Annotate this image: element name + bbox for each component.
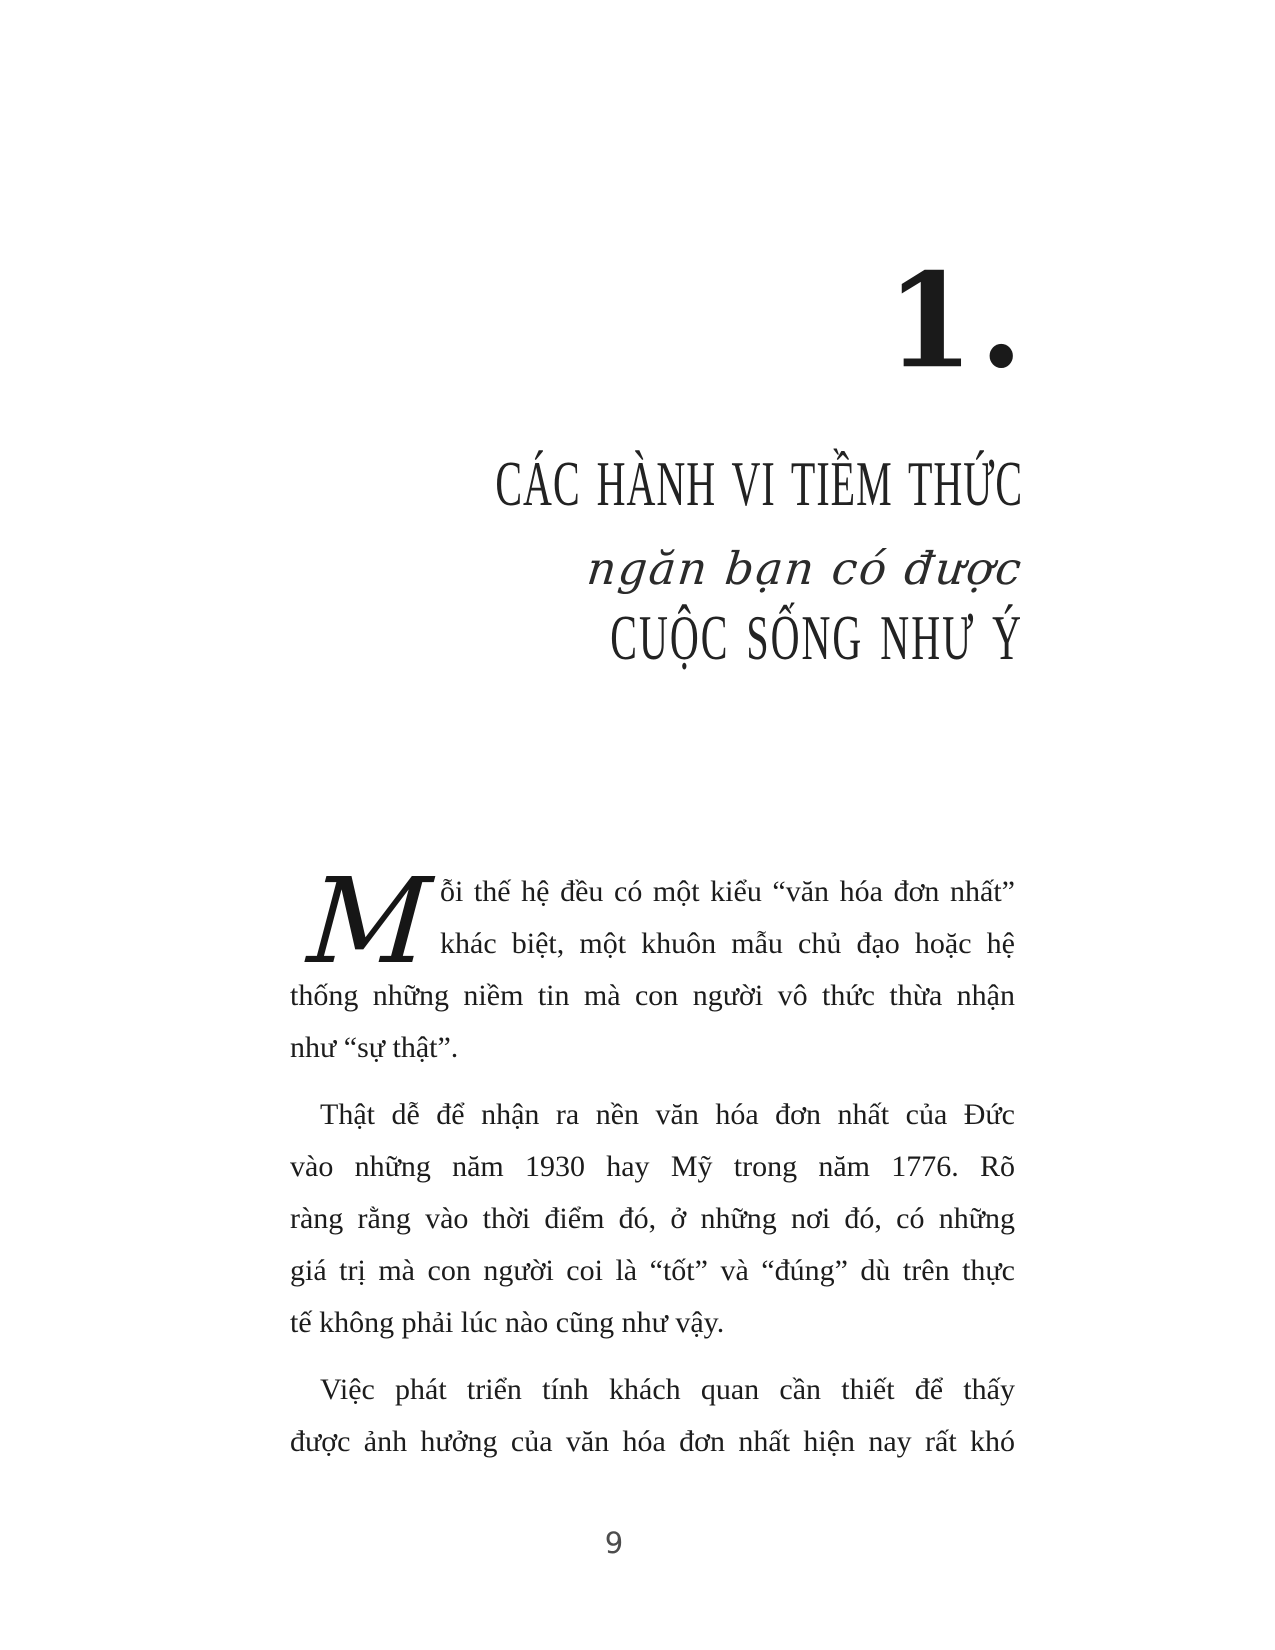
drop-cap: M <box>304 852 435 991</box>
body-line: ỗi thế hệ đều có một kiểu “văn hóa đơn nhất” <box>440 875 1015 908</box>
body-line: khác biệt, một khuôn mẫu chủ đạo hoặc hệ <box>440 927 1015 960</box>
body-line: vào những năm 1930 hay Mỹ trong năm 1776. Rõ <box>290 1150 1015 1183</box>
body-line: Thật dễ để nhận ra nền văn hóa đơn nhất của Đức <box>320 1098 1015 1131</box>
body-line: tế không phải lúc nào cũng như vậy. <box>290 1306 725 1339</box>
body-line: được ảnh hưởng của văn hóa đơn nhất hiện nay rất khó <box>290 1425 1015 1458</box>
body-line: như “sự thật”. <box>290 1031 459 1064</box>
paragraph <box>290 1089 1015 1349</box>
chapter-title-line-2: CUỘC SỐNG NHƯ Ý <box>610 602 1023 674</box>
paragraph <box>290 852 1015 1074</box>
body-line: giá trị mà con người coi là “tốt” và “đúng” dù trên thực <box>290 1254 1015 1287</box>
paragraph <box>290 1364 1015 1468</box>
chapter-title-line-1: CÁC HÀNH VI TIỀM THỨC <box>495 448 1023 520</box>
chapter-heading <box>263 0 1029 720</box>
body-line: thống những niềm tin mà con người vô thức thừa nhận <box>290 979 1015 1012</box>
body-line: Việc phát triển tính khách quan cần thiết để thấy <box>320 1373 1015 1406</box>
page-number: 9 <box>604 1526 624 1560</box>
body-text <box>290 852 1015 1468</box>
chapter-subtitle-script: ngăn bạn có được <box>585 542 1027 595</box>
body-line: ràng rằng vào thời điểm đó, ở những nơi đó, có những <box>290 1202 1015 1235</box>
chapter-number: 1. <box>886 245 1029 398</box>
